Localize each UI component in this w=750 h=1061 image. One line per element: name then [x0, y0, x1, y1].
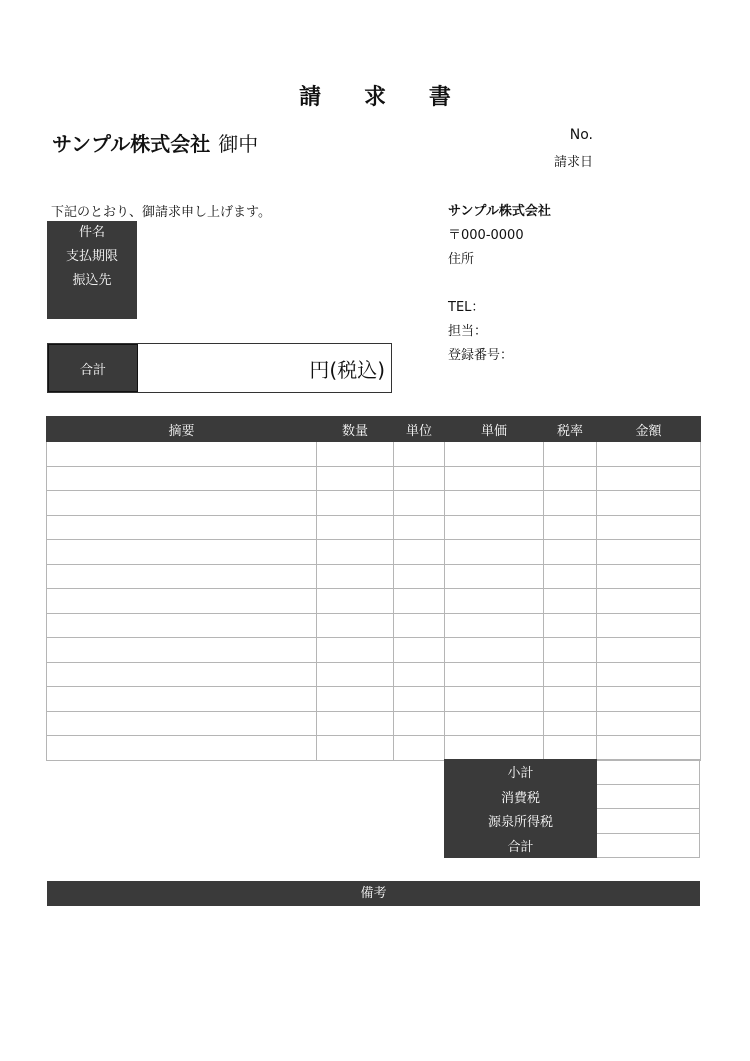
table-row [47, 466, 701, 491]
table-row [47, 662, 701, 687]
cell-tax-rate[interactable] [544, 589, 597, 614]
cell-unit-price[interactable] [445, 564, 544, 589]
issuer-contact-label: 担当： [448, 324, 488, 339]
cell-quantity[interactable] [317, 564, 394, 589]
cell-amount[interactable] [597, 466, 701, 491]
issuer-info [448, 200, 551, 368]
cell-amount[interactable] [597, 589, 701, 614]
cell-tax-rate[interactable] [544, 466, 597, 491]
cell-tax-rate[interactable] [544, 515, 597, 540]
cell-tax-rate[interactable] [544, 540, 597, 565]
cell-amount[interactable] [597, 515, 701, 540]
cell-amount[interactable] [597, 442, 701, 467]
cell-unit[interactable] [394, 687, 445, 712]
consumption-tax-value[interactable] [597, 784, 700, 809]
invoice-date-label: 請求日 [553, 155, 593, 170]
cell-unit-price[interactable] [445, 613, 544, 638]
cell-unit[interactable] [394, 736, 445, 761]
cell-quantity[interactable] [317, 540, 394, 565]
document-title: 請 求 書 [299, 85, 469, 110]
table-row [47, 564, 701, 589]
cell-description[interactable] [47, 564, 317, 589]
cell-quantity[interactable] [317, 515, 394, 540]
grand-total-label: 合計 [445, 833, 597, 858]
cell-unit-price[interactable] [445, 711, 544, 736]
cell-quantity[interactable] [317, 589, 394, 614]
cell-tax-rate[interactable] [544, 564, 597, 589]
cell-unit[interactable] [394, 711, 445, 736]
cell-tax-rate[interactable] [544, 491, 597, 516]
cell-unit[interactable] [394, 491, 445, 516]
cell-description[interactable] [47, 736, 317, 761]
cell-amount[interactable] [597, 540, 701, 565]
issuer-company: サンプル株式会社 [448, 204, 551, 219]
recipient-honorific: 御中 [218, 132, 259, 156]
total-value [138, 344, 391, 392]
cell-unit-price[interactable] [445, 491, 544, 516]
cell-amount[interactable] [597, 613, 701, 638]
cell-unit[interactable] [394, 442, 445, 467]
cell-unit[interactable] [394, 564, 445, 589]
total-label: 合計 [48, 344, 138, 392]
table-row [47, 736, 701, 761]
table-row [47, 613, 701, 638]
cell-unit-price[interactable] [445, 466, 544, 491]
cell-description[interactable] [47, 442, 317, 467]
issuer-registration-label: 登録番号： [448, 348, 514, 363]
cell-quantity[interactable] [317, 662, 394, 687]
cell-amount[interactable] [597, 662, 701, 687]
subtotal-value[interactable] [597, 760, 700, 785]
cell-description[interactable] [47, 613, 317, 638]
subject-label: 件名 [78, 225, 105, 240]
cell-unit-price[interactable] [445, 662, 544, 687]
due-date-label: 支払期限 [65, 249, 118, 264]
cell-unit-price[interactable] [445, 687, 544, 712]
cell-tax-rate[interactable] [544, 736, 597, 761]
cell-description[interactable] [47, 687, 317, 712]
cell-quantity[interactable] [317, 736, 394, 761]
cell-tax-rate[interactable] [544, 613, 597, 638]
cell-unit-price[interactable] [445, 638, 544, 663]
cell-unit-price[interactable] [445, 442, 544, 467]
cell-description[interactable] [47, 589, 317, 614]
cell-unit-price[interactable] [445, 736, 544, 761]
table-header-row [47, 417, 701, 442]
info-label-block [47, 221, 137, 319]
cell-quantity[interactable] [317, 442, 394, 467]
cell-amount[interactable] [597, 687, 701, 712]
summary-row [445, 833, 700, 858]
cell-description[interactable] [47, 711, 317, 736]
remarks-header: 備考 [47, 881, 700, 906]
issuer-spacer [448, 272, 551, 296]
cell-quantity[interactable] [317, 687, 394, 712]
cell-unit-price[interactable] [445, 540, 544, 565]
withholding-tax-label: 源泉所得税 [445, 809, 597, 834]
table-row [47, 540, 701, 565]
consumption-tax-label: 消費税 [445, 784, 597, 809]
cell-description[interactable] [47, 466, 317, 491]
cell-unit[interactable] [394, 613, 445, 638]
total-suffix: 円(税込) [309, 357, 385, 382]
cell-description[interactable] [47, 491, 317, 516]
summary-row [445, 784, 700, 809]
line-items-table [46, 416, 701, 761]
table-row [47, 711, 701, 736]
withholding-tax-value[interactable] [597, 809, 700, 834]
cell-amount[interactable] [597, 564, 701, 589]
cell-quantity[interactable] [317, 638, 394, 663]
header-quantity: 数量 [317, 417, 394, 442]
recipient-company: サンプル株式会社 [52, 132, 211, 156]
table-row [47, 589, 701, 614]
cell-tax-rate[interactable] [544, 687, 597, 712]
issuer-address-label: 住所 [448, 252, 475, 267]
header-description: 摘要 [47, 417, 317, 442]
grand-total-value[interactable] [597, 833, 700, 858]
header-unit: 単位 [394, 417, 445, 442]
header-amount: 金額 [597, 417, 701, 442]
summary-row [445, 760, 700, 785]
summary-table [444, 759, 700, 858]
cell-tax-rate[interactable] [544, 711, 597, 736]
issuer-postal: 〒000-0000 [448, 228, 524, 243]
cell-quantity[interactable] [317, 711, 394, 736]
total-amount-box [47, 343, 392, 393]
cell-unit-price[interactable] [445, 515, 544, 540]
subtotal-label: 小計 [445, 760, 597, 785]
cell-tax-rate[interactable] [544, 638, 597, 663]
cell-quantity[interactable] [317, 491, 394, 516]
cell-amount[interactable] [597, 491, 701, 516]
cell-amount[interactable] [597, 711, 701, 736]
cell-description[interactable] [47, 540, 317, 565]
table-row [47, 638, 701, 663]
table-row [47, 515, 701, 540]
bank-account-label: 振込先 [72, 273, 112, 288]
cell-tax-rate[interactable] [544, 442, 597, 467]
cell-unit-price[interactable] [445, 589, 544, 614]
cell-description[interactable] [47, 515, 317, 540]
cell-quantity[interactable] [317, 466, 394, 491]
cell-unit[interactable] [394, 589, 445, 614]
cell-amount[interactable] [597, 638, 701, 663]
intro-text: 下記のとおり、御請求申し上げます。 [51, 205, 271, 220]
cell-tax-rate[interactable] [544, 662, 597, 687]
cell-unit[interactable] [394, 540, 445, 565]
cell-unit[interactable] [394, 466, 445, 491]
cell-amount[interactable] [597, 736, 701, 761]
cell-quantity[interactable] [317, 613, 394, 638]
cell-description[interactable] [47, 662, 317, 687]
header-tax-rate: 税率 [544, 417, 597, 442]
recipient [52, 128, 258, 157]
issuer-tel-label: TEL： [448, 300, 485, 315]
invoice-number-label: No. [569, 127, 593, 143]
table-row [47, 687, 701, 712]
table-row [47, 442, 701, 467]
summary-row [445, 809, 700, 834]
cell-unit[interactable] [394, 662, 445, 687]
header-unit-price: 単価 [445, 417, 544, 442]
cell-unit[interactable] [394, 515, 445, 540]
cell-description[interactable] [47, 638, 317, 663]
cell-unit[interactable] [394, 638, 445, 663]
table-row [47, 491, 701, 516]
